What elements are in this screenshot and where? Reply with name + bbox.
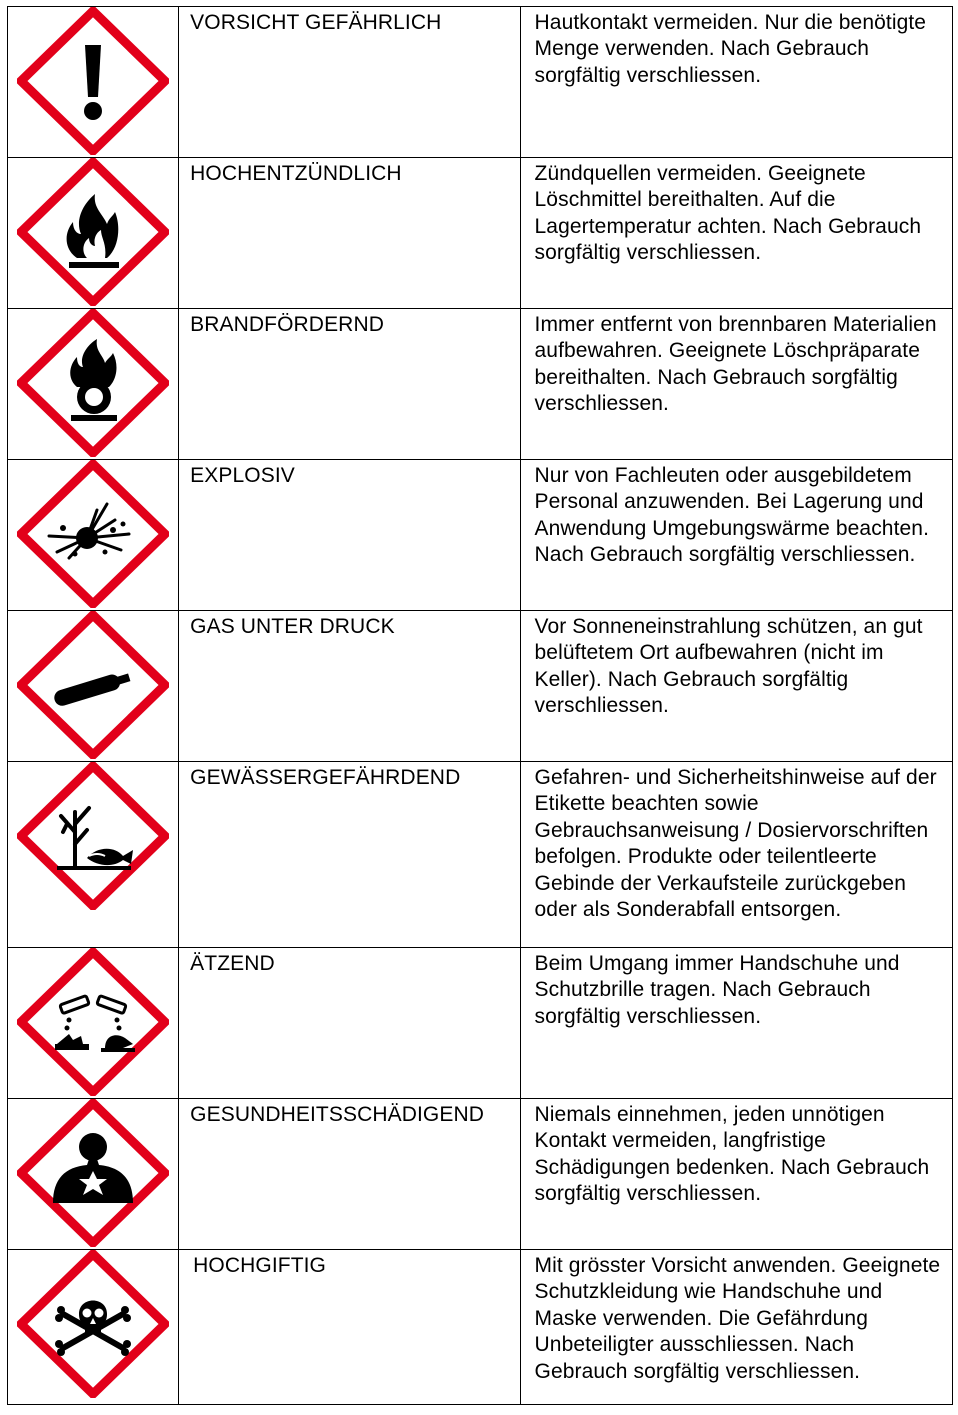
pictogram-cell <box>8 460 179 611</box>
hazard-name: GESUNDHEITSSCHÄDIGEND <box>190 1103 484 1126</box>
table-row <box>8 1099 953 1250</box>
hazard-description-cell <box>520 1250 952 1405</box>
hazard-name: HOCHENTZÜNDLICH <box>190 162 402 185</box>
table-row <box>8 611 953 762</box>
hazard-name: EXPLOSIV <box>190 464 295 487</box>
hazard-name-cell <box>179 1250 520 1405</box>
flame-icon <box>17 158 169 306</box>
pictogram-cell <box>8 1250 179 1405</box>
environment-icon <box>17 762 169 910</box>
hazard-name-cell <box>179 460 520 611</box>
hazard-description: Immer entfernt von brennbaren Materialien aufbewahren. Geeignete Löschpräparate bereithalten. Nach Gebrauch sorgfältig verschliessen. <box>534 313 937 416</box>
pictogram-cell <box>8 309 179 460</box>
hazard-description: Zündquellen vermeiden. Geeignete Löschmittel bereithalten. Auf die Lagertemperatur achten. Nach Gebrauch sorgfältig verschliessen. <box>534 162 922 265</box>
hazard-description: Vor Sonneneinstrahlung schützen, an gut belüftetem Ort aufbewahren (nicht im Keller). Nach Gebrauch sorgfältig verschliessen. <box>534 615 923 718</box>
hazard-name: GEWÄSSERGEFÄHRDEND <box>190 766 461 789</box>
health-hazard-icon <box>17 1099 169 1247</box>
skull-crossbones-icon <box>17 1250 169 1398</box>
hazard-table <box>7 6 953 1405</box>
hazard-name: VORSICHT GEFÄHRLICH <box>190 11 442 34</box>
hazard-name-cell <box>179 158 520 309</box>
pictogram-cell <box>8 762 179 948</box>
hazard-description-cell <box>520 158 952 309</box>
exploding-bomb-icon <box>17 460 169 608</box>
hazard-name-cell <box>179 1099 520 1250</box>
hazard-description-cell <box>520 762 952 948</box>
hazard-description: Beim Umgang immer Handschuhe und Schutzbrille tragen. Nach Gebrauch sorgfältig verschliessen. <box>534 952 900 1028</box>
pictogram-cell <box>8 948 179 1099</box>
hazard-description-cell <box>520 7 952 158</box>
table-row <box>8 948 953 1099</box>
table-row <box>8 158 953 309</box>
hazard-name: GAS UNTER DRUCK <box>190 615 395 638</box>
hazard-description: Hautkontakt vermeiden. Nur die benötigte Menge verwenden. Nach Gebrauch sorgfältig verschliessen. <box>534 11 927 87</box>
table-row <box>8 460 953 611</box>
hazard-description-cell <box>520 611 952 762</box>
pictogram-cell <box>8 7 179 158</box>
gas-cylinder-icon <box>17 611 169 759</box>
pictogram-cell <box>8 158 179 309</box>
corrosion-icon <box>17 948 169 1096</box>
pictogram-cell <box>8 1099 179 1250</box>
hazard-description: Mit grösster Vorsicht anwenden. Geeignete Schutzkleidung wie Handschuhe und Maske verwenden. Die Gefährdung Unbeteiligter ausschliessen. Nach Gebrauch sorgfältig verschliessen. <box>534 1254 941 1383</box>
hazard-description: Gefahren- und Sicherheitshinweise auf der Etikette beachten sowie Gebrauchsanweisung / Dosiervorschriften befolgen. Produkte oder teilentleerte Gebinde der Verkaufsteile zurückgeben oder als Sonderabfall entsorgen. <box>534 766 937 922</box>
hazard-description-cell <box>520 309 952 460</box>
hazard-name-cell <box>179 948 520 1099</box>
table-row <box>8 309 953 460</box>
hazard-description: Niemals einnehmen, jeden unnötigen Kontakt vermeiden, langfristige Schädigungen bedenken. Nach Gebrauch sorgfältig verschliessen. <box>534 1103 930 1206</box>
hazard-description-cell <box>520 460 952 611</box>
hazard-name-cell <box>179 309 520 460</box>
hazard-description: Nur von Fachleuten oder ausgebildetem Personal anzuwenden. Bei Lagerung und Anwendung Umgebungswärme beachten. Nach Gebrauch sorgfältig verschliessen. <box>534 464 930 567</box>
hazard-name: BRANDFÖRDERND <box>190 313 384 336</box>
hazard-name: ÄTZEND <box>190 952 275 975</box>
pictogram-cell <box>8 611 179 762</box>
flame-over-circle-icon <box>17 309 169 457</box>
hazard-name: HOCHGIFTIG <box>193 1254 326 1277</box>
hazard-name-cell <box>179 762 520 948</box>
table-row <box>8 7 953 158</box>
hazard-name-cell <box>179 611 520 762</box>
hazard-name-cell <box>179 7 520 158</box>
hazard-description-cell <box>520 1099 952 1250</box>
hazard-description-cell <box>520 948 952 1099</box>
exclamation-mark-icon <box>17 7 169 155</box>
table-row <box>8 1250 953 1405</box>
table-row <box>8 762 953 948</box>
